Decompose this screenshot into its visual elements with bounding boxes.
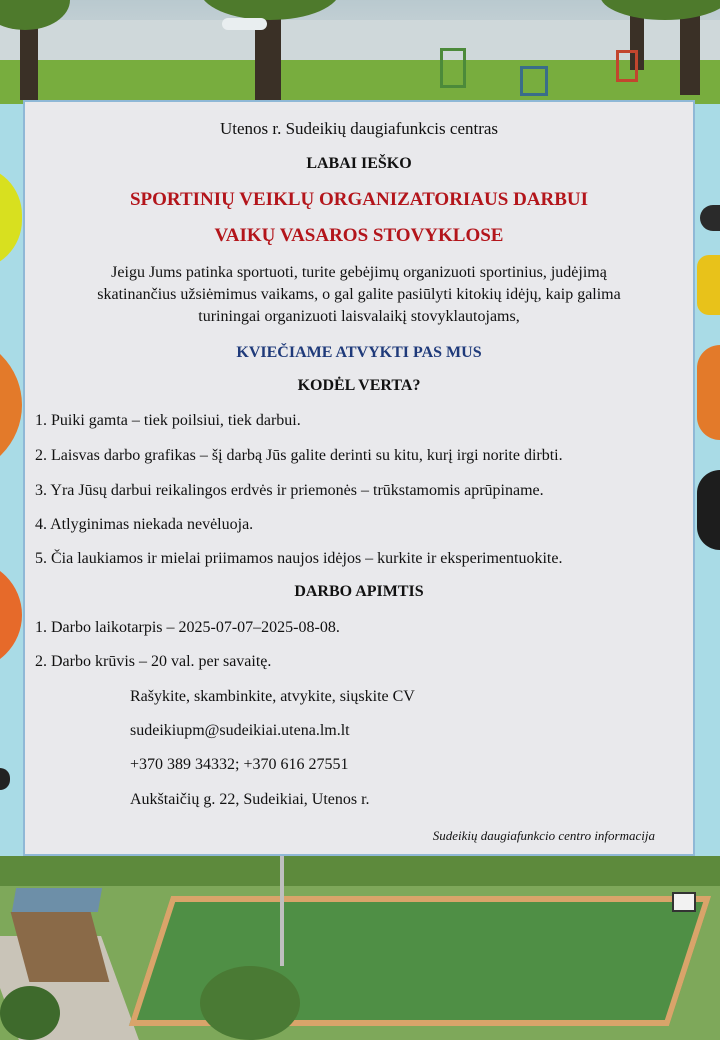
trophy-icon bbox=[697, 255, 720, 315]
intro-paragraph bbox=[25, 262, 693, 328]
invite-heading: KVIEČIAME ATVYKTI PAS MUS bbox=[236, 344, 482, 361]
bottom-photo-sports-field bbox=[0, 856, 720, 1040]
contact-email: sudeikiupm@sudeikiai.utena.lm.lt bbox=[130, 722, 350, 739]
scope-heading: DARBO APIMTIS bbox=[294, 583, 424, 600]
basketball-icon-lower bbox=[0, 560, 22, 670]
small-ball-icon-right bbox=[700, 205, 720, 231]
contact-call-to-action: Rašykite, skambinkite, atvykite, siųskite CV bbox=[130, 688, 415, 705]
ball-icon-left-small bbox=[0, 768, 10, 790]
contact-phones: +370 389 34332; +370 616 27551 bbox=[130, 756, 349, 773]
why-item: 3. Yra Jūsų darbui reikalingos erdvės ir priemonės – trūkstamomis aprūpiname. bbox=[35, 482, 544, 499]
basketball-icon bbox=[0, 335, 22, 475]
position-title-line2: VAIKŲ VASAROS STOVYKLOSE bbox=[214, 225, 504, 246]
organization-name: Utenos r. Sudeikių daugiafunkcis centras bbox=[219, 119, 499, 138]
seeking-label: LABAI IEŠKO bbox=[306, 155, 412, 172]
tennis-ball-icon bbox=[0, 165, 22, 270]
intro-line: skatinančius užsiėmimus vaikams, o gal galite pasiūlyti kitokių idėjų, kaip galima bbox=[97, 286, 621, 303]
why-item: 1. Puiki gamta – tiek poilsiui, tiek darbui. bbox=[35, 412, 301, 429]
announcement-panel bbox=[23, 100, 695, 856]
footer-note: Sudeikių daugiafunkcio centro informacija bbox=[432, 828, 655, 843]
intro-line: Jeigu Jums patinka sportuoti, turite gebėjimų organizuoti sportinius, judėjimą bbox=[111, 264, 607, 281]
why-item: 5. Čia laukiamos ir mielai priimamos naujos idėjos – kurkite ir eksperimentuokite. bbox=[35, 550, 563, 567]
top-photo-lake bbox=[0, 0, 720, 104]
position-title-line1: SPORTINIŲ VEIKLŲ ORGANIZATORIAUS DARBUI bbox=[129, 189, 589, 210]
basketball-icon-right bbox=[697, 345, 720, 440]
contact-address: Aukštaičių g. 22, Sudeikiai, Utenos r. bbox=[130, 791, 370, 808]
scope-item: 1. Darbo laikotarpis – 2025-07-07–2025-08-08. bbox=[35, 619, 340, 636]
intro-line: turiningai organizuoti laisvalaikį stovyklautojams, bbox=[198, 308, 520, 325]
scope-item: 2. Darbo krūvis – 20 val. per savaitę. bbox=[35, 653, 272, 670]
football-icon-right bbox=[697, 470, 720, 550]
why-heading: KODĖL VERTA? bbox=[297, 377, 421, 394]
why-item: 4. Atlyginimas niekada nevėluoja. bbox=[35, 516, 254, 533]
why-item: 2. Laisvas darbo grafikas – šį darbą Jūs galite derinti su kitu, kurį irgi norite dirbti. bbox=[35, 447, 563, 464]
